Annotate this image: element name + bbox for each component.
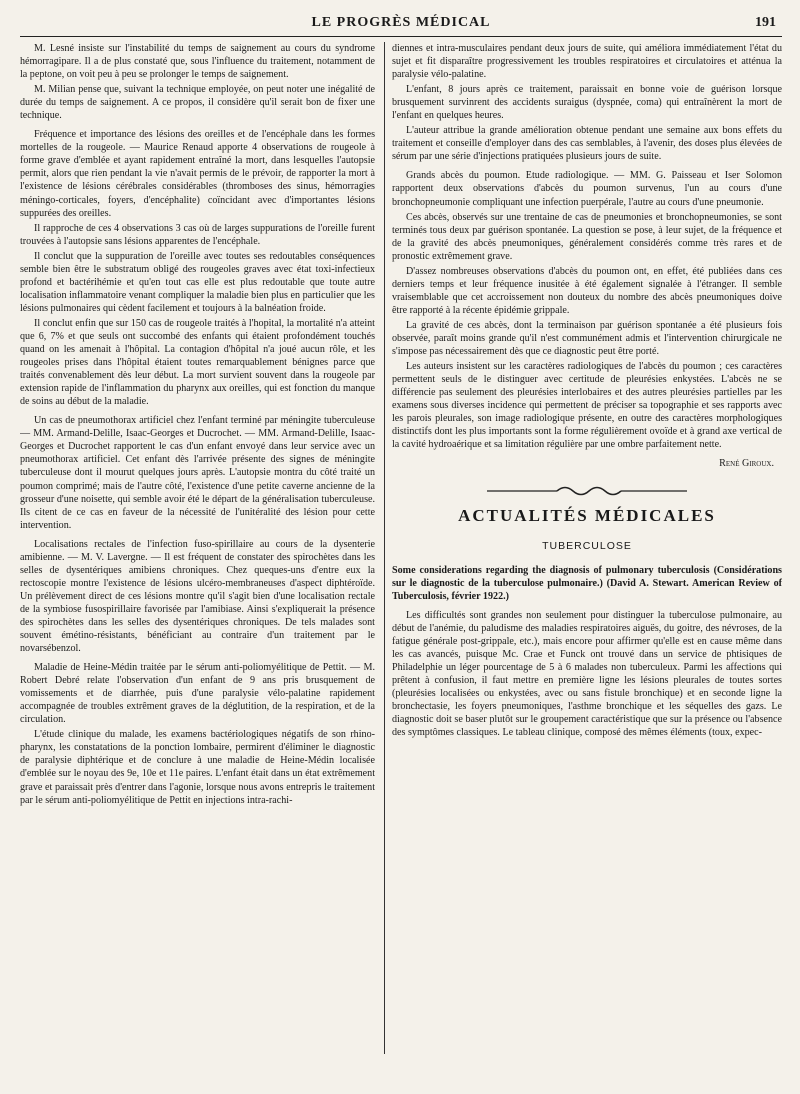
paragraph: D'assez nombreuses observations d'abcès du poumon ont, en effet, été publiées dans ces derniers temps et leur fréquence inusitée à été également signalée à l'étranger. Il semble vraisemblable que cet accroissement non douteux du nombre des abcès pneumoniques doive être rapporté à la récente épidémie grippale.: [392, 265, 782, 316]
paragraph: Grands abcès du poumon. Etude radiologique. — MM. G. Paisseau et Iser Solomon rapportent deux observations d'abcès du poumon survenus, l'un au cours d'une bronchopneumonie compliquant une infection puerpérale, l'autre au cours d'une pneumonie.: [392, 170, 782, 208]
column-divider: [384, 42, 385, 1054]
paragraph: L'auteur attribue la grande amélioration obtenue pendant une semaine aux bons effets du traitement et conseille d'employer dans des cas semblables, à l'avenir, des doses plus élevées de sérum par une série d'injections pratiquées plusieurs jours de suite.: [392, 125, 782, 163]
paragraph: Fréquence et importance des lésions des oreilles et de l'encéphale dans les formes mortelles de la rougeole. — Maurice Renaud apporte 4 observations de rougeole à forme grave d'emblée et ayant rapidement entraîné la mort, dans lesquelles l'autopsie permit, alors que rien pendant la vie n'avait permis de le prévoir, de rapporter la mort à l'existence de lésions cérébrales considérables (thromboses des sinus, hémorragies méningo-corticales, foyers, d'encéphalite) coïncidant avec d'importantes lésions suppurées des oreilles.: [20, 129, 375, 219]
page-header: [20, 14, 782, 37]
paragraph: M. Lesné insiste sur l'instabilité du temps de saignement au cours du syndrome hémorragipare. Il a de plus constaté que, sous l'influence du traitement, notamment de la peptone, on voit peu à peu se prolonger le temps de saignement.: [20, 43, 375, 81]
paragraph: Maladie de Heine-Médin traitée par le sérum anti-poliomyélitique de Pettit. — M. Robert Debré relate l'observation d'un enfant de 9 ans pris brusquement de vomissements et de diarrhée, puis d'une paralysie vélo-palatine rapidement accompagnée de troubles extrêment graves de la déglutition, de la respiration, et de la circulation.: [20, 662, 375, 726]
section-title: ACTUALITÉS MÉDICALES: [458, 506, 716, 526]
paragraph: Il rapproche de ces 4 observations 3 cas où de larges suppurations de l'oreille furent trouvées à l'autopsie sans lésions apparentes de l'encéphale.: [20, 222, 375, 247]
paragraph: Localisations rectales de l'infection fuso-spirillaire au cours de la dysenterie amibienne. — M. V. Lavergne. — Il est fréquent de constater des spirochètes dans les selles de dysentériques amibiens chroniques. Chez queques-uns d'entre eux la rectoscopie montre l'existence de lésions ulcéro-membraneuses d'aspect diphtéroïde. Un prélèvement direct de ces lésions montre qu'il s'agit bien d'une localisation rectale de la symbiose fusospirillaire favorisée par l'amibiase. Ainsi s'expliquerait la présence des spirochètes dans les selles des dysentériques chroniques. De tels malades sont souvent émétino-résistants, bénéficiant au contraire d'un traitement par le novarsébenzol.: [20, 538, 375, 655]
paragraph: L'enfant, 8 jours après ce traitement, paraissait en bonne voie de guérison lorsque brusquement survinrent des accidents suraigus (dyspnée, coma) qui entraînèrent la mort de l'enfant en quelques heures.: [392, 84, 782, 122]
paragraph: L'étude clinique du malade, les examens bactériologiques négatifs de son rhino-pharynx, les constatations de la ponction lombaire, permirent d'éliminer le diagnostic de paralysie diphtérique et de conclure à une maladie de Heine-Médin localisée d'emblée sur le noyau des 9e, 10e et 11e paires. L'enfant était dans un état extrêmement grave et paraissait près d'entrer dans l'agonie, lorsque nous avons entrepris le traitement par le sérum anti-poliomyélitique de Pettit en injections intra-rachi-: [20, 729, 375, 806]
paragraph: Il conclut enfin que sur 150 cas de rougeole traités à l'hopital, la mortalité n'a atteint que 6, 7% et que seuls ont succombé des enfants qui étaient profondément touchés quand on les amenait à l'hôpital. La contagion d'hôpital n'a joué aucun rôle, et les rougeoles prises dans l'hôpital étaient toutes remarquablement bénignes parce que traités convenablement dès leur début. La mort survient souvent dans la rougeole par extension rapide de l'inflammation du pharynx aux oreilles, qui est fonction du manque de soins au début de la maladie.: [20, 317, 375, 408]
paragraph: La gravité de ces abcès, dont la terminaison par guérison spontanée a été plusieurs fois observée, paraît moins grande qu'il n'est communément admis et l'intervention chirurgicale ne s'impose pas nécessairement dès que ce diagnostic peut être porté.: [392, 319, 782, 358]
paragraph: Ces abcès, observés sur une trentaine de cas de pneumonies et bronchopneumonies, se sont terminés tous deux par guérison spontanée. La question se pose, à leur sujet, de la fréquence et de la gravité des abcès pneumoniques, généralement considérés comme très rares et de pronostic extrêmement grave.: [392, 211, 782, 262]
running-title: LE PROGRÈS MÉDICAL: [311, 15, 491, 30]
subsection-title: TUBERCULOSE: [542, 540, 632, 553]
paragraph: Un cas de pneumothorax artificiel chez l'enfant terminé par méningite tuberculeuse — MM. Armand-Delille, Isaac-Georges et Ducrochet. — MM. Armand-Delille, Isaac-Georges et Ducrochet rapportent le cas d'un enfant envoyé dans leur service avec un pneumothorax artificiel. Cet enfant dès l'arrivée présente des signes de méningite tuberculeuse dont il mourut quelques jours après. L'autopsie montra du côté traité un poumon comprimé; mais de l'autre côté, l'existence d'une petite caverne ancienne de la grosseur d'une noisette, qui semble avoir été le départ de la généralisation tuberculeuse. Ils citent de ce cas en faveur de la nécessité de l'unitéralité des lésion pour cette intervention.: [20, 415, 375, 531]
article-reference: Some considerations regarding the diagnosis of pulmonary tuberculosis (Considérations sur le diagnostic de la tuberculose pulmonaire.) (David A. Stewart. American Review of Tuberculosis, février 1922.): [392, 564, 782, 602]
page-number: 191: [755, 15, 776, 30]
paragraph: Les auteurs insistent sur les caractères radiologiques de l'abcès du poumon ; ces caractères permettent seuls de le distinguer avec certitude de pleurésies enkystées. L'abcès ne se différencie pas seulement des pleurésies interlobaires et des autres pleurésies partielles par les examens sous diverses incidence qui permettent de préciser sa topographie et ses rapports avec les parois pleurales, son image radiologique présente, en outre des caractères morphologiques distinctifs dont les plus importants sont la forme régulièrement ovoïde et à grand axe vertical de la cavité hydroaérique et sa limitation régulière par une ombre parfaitement nette.: [392, 361, 782, 451]
right-column: [392, 42, 782, 1080]
ornament-divider: [487, 482, 687, 500]
paragraph: diennes et intra-musculaires pendant deux jours de suite, qui améliora immédiatement l'état du sujet et fit disparaître progressivement les troubles respiratoires et circulatoires et atténua la paralysie vélo-palatine.: [392, 43, 782, 81]
left-column: [20, 42, 375, 1080]
paragraph: Les difficultés sont grandes non seulement pour distinguer la tuberculose pulmonaire, au début de l'anémie, du paludisme des maladies respiratoires aiguës, du goitre, des névroses, de la fatigue générale post-grippale, etc.), mais encore pour affirmer qu'elle est en cause même dans les cas avancés, puisque Mc. Crae et Funck ont trouvé dans un service de phtisiques de Philadelphie un léger pourcentage de 5 à 6 malades non tuberculeux. Parmi les affections qui prêtent à confusion, il faut mettre en première ligne les lésions pleurales de toutes sortes (pleurésies localisées ou enkystées, avec ou sans fistule bronchique) et en seconde ligne la bronchectasie, les foyers pneumoniques, l'asthme bronchique et les séquelles des gazs. Le diagnostic doit se baser plutôt sur le groupement caractéristique que sur la présence ou l'absence des symptômes classiques. Le tableau clinique, composé des mêmes éléments (toux, expec-: [392, 609, 782, 739]
paragraph: Il conclut que la suppuration de l'oreille avec toutes ses redoutables conséquences semble bien être le substratum obligé des rougeoles graves avec état toxi-infectieux profond et bactérihémie et qu'en tout cas elle est plus redoutable que toute autre localisation inflammatoire venant compliquer la maladie bien plus en particulier que les lésions pulmonaires qui cèdent facilement et toujours à la balnéation froide.: [20, 250, 375, 314]
author-signature: René Giroux.: [719, 458, 774, 470]
paragraph: M. Milian pense que, suivant la technique employée, on peut noter une inégalité de durée du temps de saignement. A ce propos, il considère qu'il serait bon de fixer une technique.: [20, 84, 375, 122]
